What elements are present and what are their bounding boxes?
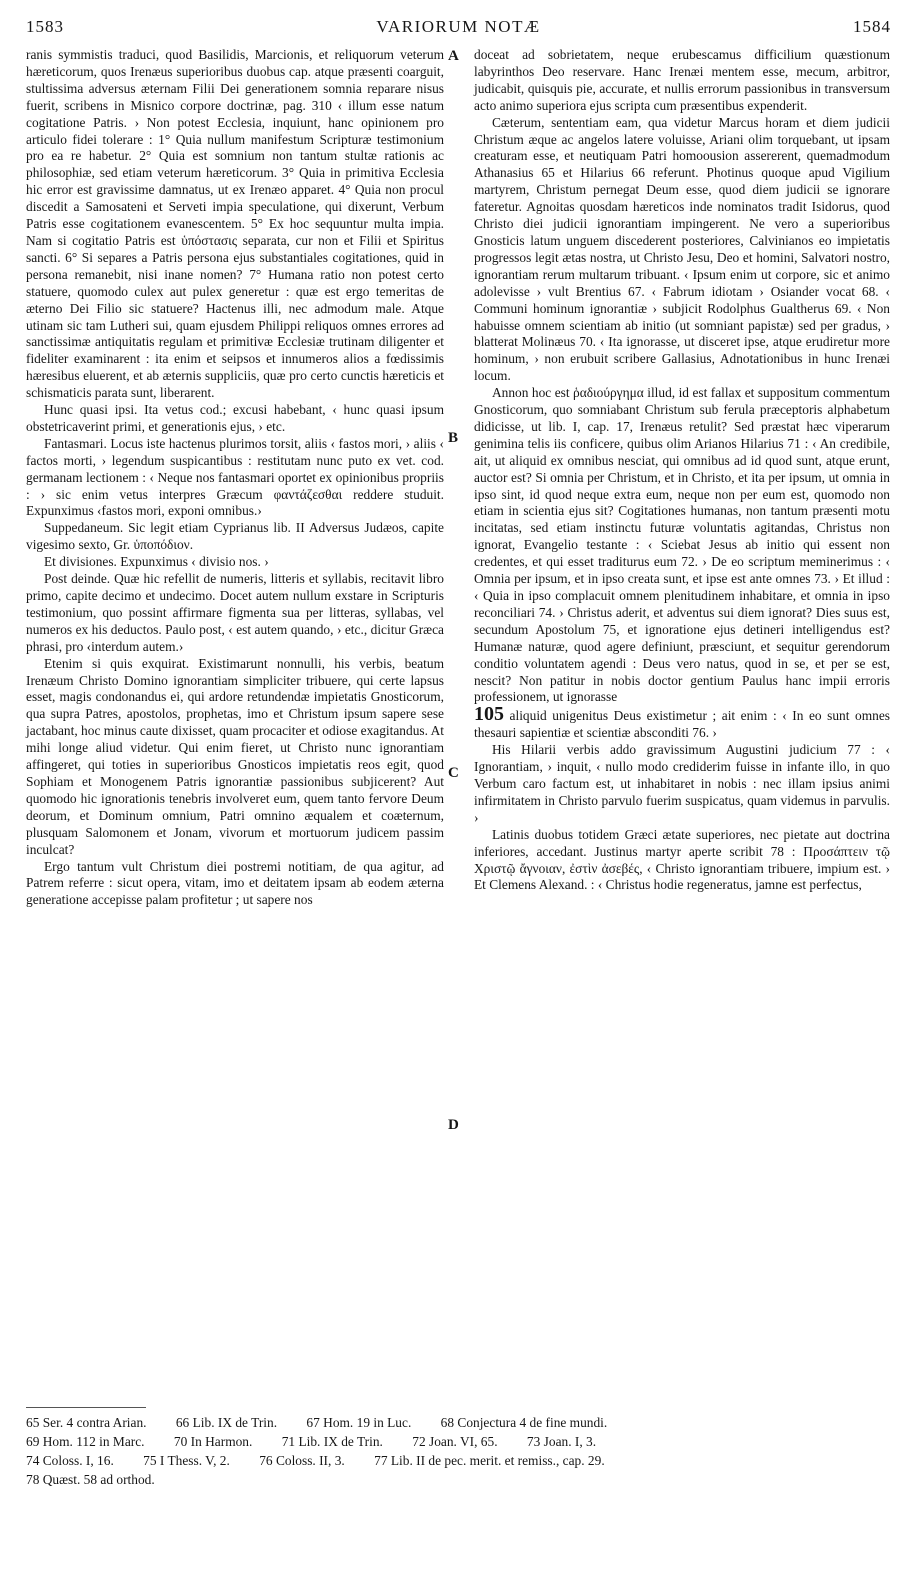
footnote-row xyxy=(26,1451,890,1470)
margin-letter-a: A xyxy=(448,48,459,64)
right-page-number: 1584 xyxy=(853,17,891,36)
footnote: 68 Conjectura 4 de fine mundi. xyxy=(440,1415,608,1430)
left-page-number: 1583 xyxy=(26,17,64,36)
paragraph: Fantasmari. Locus iste hactenus plurimos torsit, aliis ‹ fastos mori, › aliis ‹ factos morti, › legendum suspicantibus : restitutam nunc puto ex vet. cod. germanam lectionem : ‹ Neque nos fantasmari oportet ex opinionibus propriis : › sic enim vetus interpres Græcum φαντάζεσθαι reddere studuit. Expunximus ‹fastos mori, exponi omnibus.› xyxy=(26,435,444,519)
paragraph: ranis symmistis traduci, quod Basilidis, Marcionis, et reliquorum veterum hæreticorum, quos Irenæus superioribus duobus cap. atque præsenti coarguit, stultissima adversus æternam Filii Dei generationem somnia reparare nisus fuerit, scribens in Misnico corpore doctrinæ, pag. 310 ‹ illum esse natum cogitatione Patris. › Non potest Ecclesia, inquiunt, hanc opinionem pro articulo fidei tolerare : 1° Quia nullum manifestum Scripturæ testimonium pro ea re habetur. 2° Quia est somnium non tantum stultæ rationis ac philosophiæ, sed etiam veterum hæreticorum. 3° Quia in primitiva Ecclesia hic error est gravissime damnatus, ut ex Irenæo apparet. 4° Quia non procul discedit a Samosateni et Serveti impia speculatione, qui dixerunt, Verbum Patris esse cogitationem evanescentem. 5° Ex hoc sequuntur multa impia. Nam si cogitatio Patris est ὑπόστασις separata, cur non et Filii et Spiritus sancti. 6° Si separes a Patris persona ejus substantiales cogitationes, quid in persona remanebit, nisi inane nomen? 7° Humana ratio non potest certo statuere, quomodo culex aut pulex generetur : quæ est ergo temeritas de æterno Dei Filio sic statuere? Hactenus illi, nec admodum male. Atque utinam sic tam Lutheri sui, quam ejusdem Philippi reliquos omnes errores ad sanctissimæ antiquitatis regulam et primitivæ Ecclesiæ trutinam diligenter et fideliter examinarent : ita enim et seipsos et innumeros alios a fœdissimis hæresibus eluerent, et ab æternis suppliciis, quæ pro certo cunctis hæreticis et schismaticis parata sunt, liberarent. xyxy=(26,47,444,401)
paragraph: doceat ad sobrietatem, neque erubescamus difficilium quæstionum labyrinthos Deo reservare. Hanc Irenæi mentem esse, mecum, arbitror, judicabit, quisquis pie, accurate, et nullis errorum passionibus in transversum acto animo superiora ejus scripta cum præsentibus expenderit. xyxy=(474,47,890,113)
footnote: 66 Lib. IX de Trin. xyxy=(175,1415,278,1430)
paragraph: Post deinde. Quæ hic refellit de numeris, litteris et syllabis, recitavit libro primo, capite decimo et undecimo. Docet autem nullum exstare in Scripturis testimonium, quo possint affirmare figmenta sua per litteras, syllabas, vel numeros ex his deductos. Paulo post, ‹ est autem quando, › etc., dicitur Græca phrasi, pro ‹interdum autem.› xyxy=(26,571,444,654)
margin-letter-c: C xyxy=(448,765,459,781)
footnote-row xyxy=(26,1432,890,1451)
margin-letter-b: B xyxy=(448,430,459,446)
footnote-rule xyxy=(26,1407,146,1408)
paragraph: His Hilarii verbis addo gravissimum Augustini judicium 77 : ‹ Ignorantiam, › inquit, ‹ nullo modo crediderim fuisse in infante illo, in quo Verbum caro factum est, ut inhabitaret in nobis : nec illam ipsius animi infirmitatem in Christo parvulo fuerim suspicatus, quam videmus in parvulis. › xyxy=(474,742,890,825)
footnote: 72 Joan. VI, 65. xyxy=(412,1434,498,1449)
footnote-row xyxy=(26,1470,890,1489)
left-column xyxy=(26,47,444,909)
footnote: 76 Coloss. II, 3. xyxy=(259,1453,345,1468)
paragraph: Ergo tantum vult Christum diei postremi notitiam, de qua agitur, ad Patrem referre : sicut opera, vitam, imo et deitatem ipsam ab eodem æterna generatione accepisse palam profitetur ; ut sapere nos xyxy=(26,858,444,908)
paragraph: Et divisiones. Expunximus ‹ divisio nos. › xyxy=(44,554,269,570)
footnote: 74 Coloss. I, 16. xyxy=(26,1453,114,1468)
paragraph: Annon hoc est ῥαδιούργημα illud, id est fallax et suppositum commentum Gnosticorum, quo somniabant Christum sub ferula præceptoris alphabetum didicisse, ut lib. I, cap. 17, Irenæus retulit? Sed præstat hæc viperarum genimina telis iis conficere, quibus olim Arianos Hilarius 71 : ‹ An credibile, ait, ut aliquid ex omnibus nesciat, qui omnibus ad id quod sunt, atque erunt, auctor est? Si omnia per Christum, et in Christo, et ita per ipsum, ut omnia in ipso sint, id quod neque extra eum, neque non per eum est, quomodo non etiam in scientia ejus sit? Cogitationes humanas, non tantum præsenti motu incitatas, sed etiam instinctu futuræ voluntatis agitandas, Christus non ignorat, Evangelio testante : ‹ Sciebat Jesus ab initio qui essent non credentes, et qui esset traditurus eum 72. › De eo scriptum meminerimus : ‹ Omnia per ipsum, et in ipso creata sunt, et ipse est ante omnes 73. › Et illud : ‹ Quia in ipso complacuit omnem plenitudinem inhabitare, et omnia in ipso reconciliari 74. › Christus aderit, et adventus sui diem ignorat? Dies suus est, secundum Apostolum 75, et ignoratione ejus detineri intelligendus est? Humanæ naturæ, quod agere definiunt, præsciunt, et sequitur gerendorum conditio voluntatem agendi : Deus vero natus, quod in se, et per se est, nescit? Non patitur in nobis doctor gentium Paulus hanc impii erroris professionem, ut ignorasse xyxy=(474,385,890,705)
running-head xyxy=(26,14,891,40)
folio-number: 105 xyxy=(474,703,504,726)
footnote: 75 I Thess. V, 2. xyxy=(143,1453,230,1468)
footnote: 67 Hom. 19 in Luc. xyxy=(306,1415,412,1430)
paragraph-text: aliquid unigenitus Deus existimetur ; ait enim : ‹ In eo sunt omnes thesauri sapientiæ et scientiæ absconditi 76. › xyxy=(474,708,890,741)
paragraph: Latinis duobus totidem Græci ætate superiores, nec pietate aut doctrina inferiores, accedant. Justinus martyr aperte scribit 78 : Προσάπτειν τῷ Χριστῷ ἄγνοιαν, ἐστὶν ἀσεβές, ‹ Christo ignorantiam tribuere, impium est. › Et Clemens Alexand. : ‹ Christus hodie regeneratus, jamne est perfectus, xyxy=(474,826,890,893)
footnote: 65 Ser. 4 contra Arian. xyxy=(26,1415,147,1430)
footnote-row xyxy=(26,1413,890,1432)
paragraph xyxy=(474,703,890,742)
footnote: 73 Joan. I, 3. xyxy=(526,1434,597,1449)
footnote: 69 Hom. 112 in Marc. xyxy=(26,1434,145,1449)
footnote: 78 Quæst. 58 ad orthod. xyxy=(26,1472,155,1487)
paragraph: Suppedaneum. Sic legit etiam Cyprianus lib. II Adversus Judæos, capite vigesimo sexto, Gr. ὑποπόδιον. xyxy=(26,520,444,553)
footnote: 70 In Harmon. xyxy=(173,1434,253,1449)
paragraph: Etenim si quis exquirat. Existimarunt nonnulli, his verbis, beatum Irenæum Christo Domino ignorantiam simpliciter tribuere, qui certe lapsus esset, magis condonandus ei, qui ardore retundendæ impietatis Gnosticorum, qua supra Patres, apostolos, prophetas, imo et Christum ipsum sapere sese jactabant, hoc minus caute dixisset, quam procaciter et odiose exagitandus. At mihi longe aliud videtur. Qui enim fieret, ut Christo nunc ignorantiam affingeret, qui toties in superioribus Gnosticos impietatis reos egit, quod Sophiam et Monogenem Patris ignorantiæ passionibus subjicerent? Aut quomodo hic ignorationis tenebris involveret eum, quem tanto fervore Deum deorum, et Dominum omnium, Patri omnino æqualem et coæternum, plusquam Salomonem et Jonam, vivorum et mortuorum judicem passim inculcat? xyxy=(26,655,444,857)
right-column xyxy=(474,47,890,894)
margin-letter-d: D xyxy=(448,1117,459,1133)
paragraph: Hunc quasi ipsi. Ita vetus cod.; excusi habebant, ‹ hunc quasi ipsum obstetricaverint primi, et generationis ejus, › etc. xyxy=(26,402,444,434)
footnote: 77 Lib. II de pec. merit. et remiss., cap. 29. xyxy=(374,1453,605,1468)
footnote: 71 Lib. IX de Trin. xyxy=(281,1434,383,1449)
footnotes xyxy=(26,1413,890,1489)
paragraph: Cæterum, sententiam eam, qua videtur Marcus horam et diem judicii Christum æque ac angelos latere voluisse, Ariani olim torquebant, ut ipsam creaturam esse, et neutiquam Patri homoousion assererent, quemadmodum Athanasius 65 et Hilarius 66 referunt. Photinus quoque apud Vigilium martyrem, Christum pernegat Deum esse, quod diem judicii se ignorare fateretur. Agnoitas quosdam hæreticos inde nominatos tradit Isidorus, quod Christo diei judicii ignorantiam impingerent. Ne vero a superioribus Gnosticis latum unguem discederent posteriores, Calvinianos eo impietatis progressos legit ætas nostra, ut Christo Jesu, Deo et homini, Salvatori nostro, ignorantiam rerum multarum tribuant. ‹ Ipsum enim ut corpore, sic et animo adolevisse › vult Brentius 67. ‹ Fabrum idiotam › Osiander vocat 68. ‹ Communi hominum ignorantiæ › subjicit Rodolphus Gualtherus 69. ‹ Non habuisse omnem scientiam ab initio (ut somniant papistæ) sed per gradus, › blatterat Molinæus 70. ‹ Ita ignorasse, ut disceret ipse, atque erudiretur more hominum, › non erubuit scribere Gallasius, Adnotationibus in hunc Irenæi locum. xyxy=(474,114,890,384)
running-title: VARIORUM NOTÆ xyxy=(376,17,541,36)
